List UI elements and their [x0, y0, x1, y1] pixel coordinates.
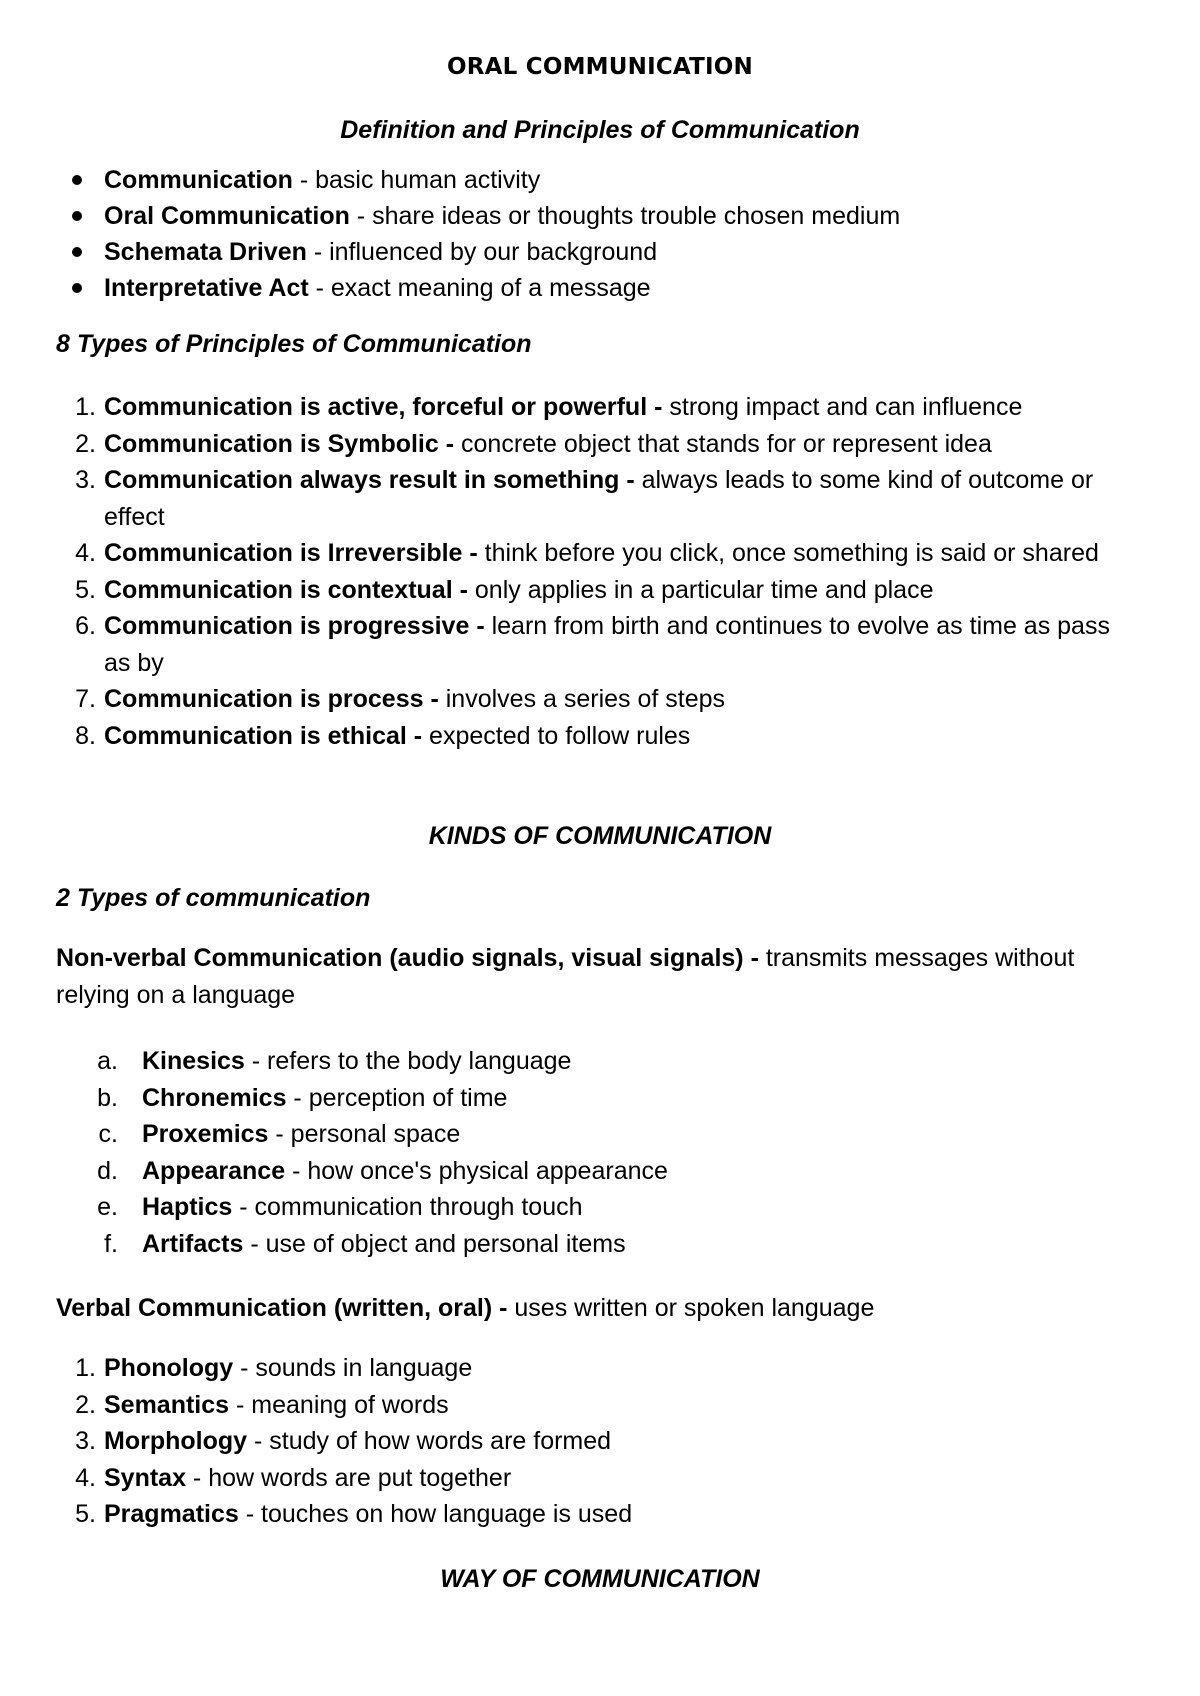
- principle-term: Communication always result in something -: [104, 466, 635, 494]
- list-number: 2.: [75, 1390, 96, 1419]
- bullet-icon: [72, 211, 82, 221]
- list-item: [56, 167, 1136, 194]
- list-item: [56, 1189, 1136, 1226]
- list-item: [56, 239, 1136, 266]
- definition-term: Schemata Driven: [104, 238, 307, 266]
- principle-desc: concrete object that stands for or represent idea: [454, 429, 992, 458]
- principle-desc: learn from birth and continues to evolve as time as pass as by: [104, 612, 1110, 677]
- list-number: 2.: [75, 429, 96, 458]
- item-term: Artifacts: [142, 1229, 244, 1258]
- item-term: Kinesics: [142, 1047, 245, 1075]
- list-number: 1.: [75, 393, 96, 421]
- list-item: [56, 1153, 1136, 1190]
- principle-term: Communication is contextual -: [104, 575, 468, 604]
- item-desc: - personal space: [268, 1120, 461, 1148]
- list-item: [56, 1350, 1136, 1387]
- list-number: 6.: [75, 612, 96, 640]
- list-letter: e.: [97, 1193, 118, 1221]
- verbal-term: Verbal Communication (written, oral) -: [56, 1294, 508, 1322]
- list-number: 1.: [75, 1354, 96, 1382]
- list-number: 4.: [75, 1463, 96, 1492]
- principles-list: [56, 389, 1136, 754]
- principles-heading: 8 Types of Principles of Communication: [56, 330, 532, 358]
- list-number: 8.: [75, 721, 96, 750]
- list-letter: b.: [97, 1083, 118, 1112]
- item-desc: - how once's physical appearance: [285, 1156, 668, 1185]
- list-item: [56, 1226, 1136, 1263]
- list-item: [56, 608, 1136, 681]
- item-desc: - communication through touch: [232, 1193, 583, 1221]
- list-item: [56, 681, 1136, 718]
- item-term: Phonology: [104, 1354, 234, 1382]
- bullet-icon: [72, 283, 82, 293]
- list-item: [56, 1460, 1136, 1497]
- list-item: [56, 535, 1136, 572]
- definition-desc: exact meaning of a message: [330, 274, 651, 302]
- item-term: Haptics: [142, 1193, 233, 1221]
- principle-term: Communication is active, forceful or powerful -: [104, 393, 663, 421]
- verbal-desc: uses written or spoken language: [507, 1294, 875, 1322]
- principle-desc: only applies in a particular time and place: [467, 575, 934, 604]
- principle-desc: involves a series of steps: [438, 685, 726, 713]
- item-term: Semantics: [104, 1390, 230, 1419]
- principle-term: Communication is Irreversible -: [104, 539, 478, 567]
- definition-sep: -: [349, 202, 373, 230]
- item-desc: - use of object and personal items: [243, 1229, 626, 1258]
- definition-term: Interpretative Act: [104, 274, 309, 302]
- list-item: [56, 572, 1136, 609]
- list-number: 3.: [75, 466, 96, 494]
- item-desc: - touches on how language is used: [238, 1500, 633, 1528]
- principle-desc: always leads to some kind of outcome or effect: [104, 466, 1094, 531]
- principle-desc: strong impact and can influence: [662, 393, 1023, 421]
- list-letter: f.: [104, 1229, 118, 1258]
- list-item: [56, 462, 1136, 535]
- item-term: Chronemics: [142, 1083, 287, 1112]
- list-letter: c.: [98, 1120, 118, 1148]
- list-item: [56, 1496, 1136, 1533]
- definition-sep: -: [308, 274, 331, 302]
- principle-term: Communication is ethical -: [104, 721, 423, 750]
- item-term: Morphology: [104, 1427, 248, 1455]
- bullet-icon: [72, 247, 82, 257]
- item-desc: - sounds in language: [233, 1354, 473, 1382]
- way-heading: WAY OF COMMUNICATION: [440, 1565, 760, 1593]
- definition-term: Oral Communication: [104, 202, 350, 230]
- nonverbal-paragraph: [56, 940, 1136, 1014]
- list-item: [56, 1387, 1136, 1424]
- list-item: [56, 718, 1136, 755]
- definition-desc: influenced by our background: [329, 238, 658, 266]
- principle-term: Communication is progressive -: [104, 612, 485, 640]
- principle-term: Communication is process -: [104, 685, 439, 713]
- list-number: 5.: [75, 575, 96, 604]
- principle-desc: think before you click, once something is said or shared: [477, 539, 1099, 567]
- definition-sep: -: [306, 238, 330, 266]
- nonverbal-term: Non-verbal Communication (audio signals, visual signals) -: [56, 944, 759, 972]
- verbal-list: [56, 1350, 1136, 1533]
- definition-desc: basic human activity: [315, 166, 541, 194]
- types-heading: 2 Types of communication: [56, 884, 371, 912]
- definition-term: Communication: [104, 166, 293, 194]
- item-desc: - refers to the body language: [244, 1047, 572, 1075]
- kinds-heading: KINDS OF COMMUNICATION: [428, 822, 772, 850]
- list-item: [56, 203, 1136, 230]
- item-term: Proxemics: [142, 1120, 269, 1148]
- list-number: 3.: [75, 1427, 96, 1455]
- definition-sep: -: [292, 166, 316, 194]
- bullet-icon: [72, 175, 82, 185]
- list-item: [56, 426, 1136, 463]
- page-title: ORAL COMMUNICATION: [447, 54, 753, 80]
- definition-list: [56, 167, 1136, 302]
- item-desc: - how words are put together: [185, 1463, 512, 1492]
- item-desc: - study of how words are formed: [247, 1427, 612, 1455]
- definition-desc: share ideas or thoughts trouble chosen medium: [372, 202, 901, 230]
- definition-heading: Definition and Principles of Communication: [340, 116, 860, 144]
- list-number: 5.: [75, 1500, 96, 1528]
- list-number: 7.: [75, 685, 96, 713]
- item-term: Pragmatics: [104, 1500, 239, 1528]
- list-letter: d.: [97, 1156, 118, 1185]
- item-desc: - meaning of words: [229, 1390, 449, 1419]
- list-item: [56, 1043, 1136, 1080]
- item-term: Syntax: [104, 1463, 186, 1492]
- nonverbal-list: [56, 1043, 1136, 1262]
- list-item: [56, 275, 1136, 302]
- principle-term: Communication is Symbolic -: [104, 429, 455, 458]
- nonverbal-desc: transmits messages without relying on a language: [56, 944, 1075, 1009]
- verbal-paragraph: [56, 1290, 1136, 1327]
- list-item: [56, 1423, 1136, 1460]
- list-item: [56, 1116, 1136, 1153]
- list-item: [56, 1080, 1136, 1117]
- list-number: 4.: [75, 539, 96, 567]
- item-term: Appearance: [142, 1156, 286, 1185]
- item-desc: - perception of time: [286, 1083, 508, 1112]
- list-letter: a.: [97, 1047, 118, 1075]
- list-item: [56, 389, 1136, 426]
- principle-desc: expected to follow rules: [422, 721, 691, 750]
